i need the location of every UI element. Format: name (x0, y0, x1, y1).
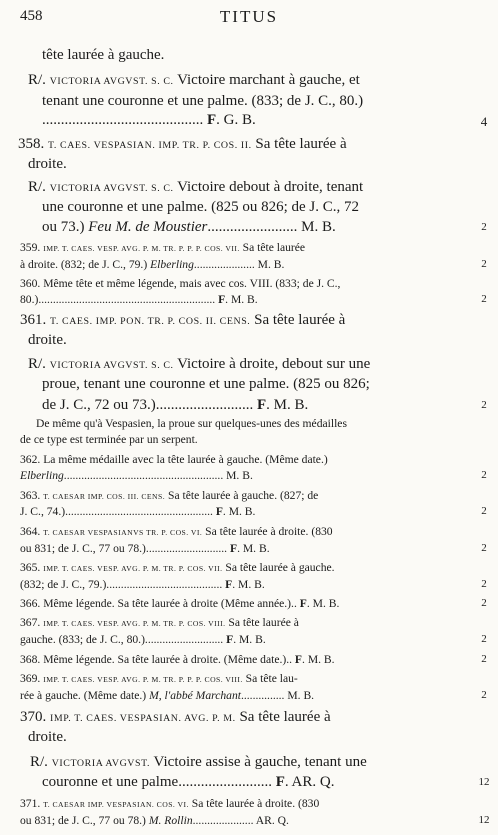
text-line (0, 634, 470, 646)
margin-value: 2 (481, 505, 487, 517)
text-span: couronne et une palme......................... (42, 775, 276, 790)
text-span: gauche. (833; de J. C., 80.)........................... (20, 634, 227, 646)
symbol-text: F (225, 579, 233, 591)
text-span: 361. (20, 313, 50, 328)
text-span: 360. Même tête et même légende, mais avec cos. VIII. (833; de J. C., (20, 278, 341, 290)
page-title: TITUS (219, 7, 279, 26)
text-line (0, 242, 470, 254)
text-line (0, 220, 470, 235)
text-line (0, 506, 470, 518)
legend-text: IMP. T. CAES. VESPASIAN. AVG. P. M. (50, 713, 236, 724)
text-span: ........................................... (42, 113, 207, 128)
text-line (0, 398, 470, 413)
text-span: 80.)............................................................. (20, 294, 219, 306)
legend-text: T. CAESAR IMP. COS. III. CENS. (43, 492, 166, 501)
page-number: 458 (20, 8, 43, 24)
symbol-text: F (226, 634, 234, 646)
text-line (0, 654, 470, 666)
margin-value: 2 (481, 221, 487, 233)
text-span: 363. (20, 490, 44, 502)
text-line (0, 418, 470, 430)
text-span: 369. (20, 673, 44, 685)
margin-value: 2 (481, 689, 487, 701)
text-line (0, 200, 470, 215)
text-span: Victoire à droite, debout sur une (173, 357, 371, 372)
text-span: proue, tenant une couronne et une palme. (825 ou 826; (42, 377, 370, 392)
text-span: à droite. (832; de J. C., 79.) (20, 259, 151, 271)
text-line (0, 526, 470, 538)
symbol-text: F (218, 294, 226, 306)
legend-text: T. CAESAR VESPASIANVS TR. P. COS. VI. (43, 528, 203, 537)
text-line (0, 798, 470, 810)
text-line (0, 490, 470, 502)
text-span: (832; de J. C., 79.)........................................ (20, 579, 226, 591)
text-span: ....................................................... M. B. (63, 470, 253, 482)
symbol-text: F (275, 775, 285, 790)
text-line (0, 815, 470, 827)
text-span: Victoire assise à gauche, tenant une (150, 755, 367, 770)
text-line (0, 294, 470, 306)
text-line (0, 157, 470, 172)
text-span: Sa tête laurée à (250, 313, 346, 328)
text-span: Sa tête lau- (242, 673, 298, 685)
symbol-text: F (207, 113, 217, 128)
legend-text: VICTORIA AVGVST. (51, 758, 151, 769)
text-span: De même qu'à Vespasien, la proue sur quelques-unes des médailles (36, 418, 347, 430)
legend-text: T. CAES. IMP. PON. TR. P. COS. II. CENS. (50, 316, 251, 327)
italic-text: M, l'abbé Marchant (149, 690, 241, 702)
text-span: . M. B. (302, 654, 335, 666)
text-span: de J. C., 72 ou 73.).......................... (42, 398, 257, 413)
margin-value: 2 (481, 293, 487, 305)
text-span: Sa tête laurée à gauche. (827; de (165, 490, 319, 502)
text-line (0, 278, 470, 290)
text-span: R/. (28, 180, 50, 195)
margin-value: 2 (481, 633, 487, 645)
text-span: Victoire debout à droite, tenant (173, 180, 364, 195)
margin-value: 2 (481, 258, 487, 270)
text-span: Sa tête laurée à (235, 710, 331, 725)
margin-value: 2 (481, 597, 487, 609)
symbol-text: F (229, 543, 238, 555)
text-span: . M. B. (232, 579, 265, 591)
text-span: une couronne et une palme. (825 ou 826; de J. C., 72 (42, 200, 360, 215)
text-span: ..................... M. B. (193, 259, 285, 271)
text-line (0, 673, 470, 685)
text-span: . M. B. (237, 543, 270, 555)
text-line (0, 454, 470, 466)
text-line (0, 598, 470, 610)
text-span: 365. (20, 562, 44, 574)
text-span: Sa tête laurée (239, 242, 306, 254)
text-span: de ce type est terminée par un serpent. (20, 434, 198, 446)
text-line (0, 710, 470, 725)
legend-text: VICTORIA AVGVST. S. C. (49, 183, 174, 194)
text-span: 362. La même médaille avec la tête laurée à gauche. (Même date.) (20, 454, 328, 466)
text-line (0, 73, 470, 88)
text-line (0, 543, 470, 555)
text-line (0, 562, 470, 574)
text-line (0, 113, 470, 128)
text-line (0, 755, 470, 770)
text-span: . M. B. (225, 294, 258, 306)
text-span: R/. (28, 357, 50, 372)
text-line (0, 333, 470, 348)
text-span: tête laurée à gauche. (42, 48, 165, 63)
text-span: R/. (30, 755, 52, 770)
text-span: ............... M. B. (240, 690, 315, 702)
text-line (0, 180, 470, 195)
text-span: Sa tête laurée à droite. (830 (188, 798, 320, 810)
italic-text: Elberling (150, 259, 194, 271)
text-span: . M. B. (222, 506, 256, 518)
text-span: ou 73.) (42, 220, 89, 235)
text-span: Sa tête laurée à droite. (830 (202, 526, 333, 538)
text-line (0, 313, 470, 328)
symbol-text: F (215, 506, 223, 518)
text-line (0, 690, 470, 702)
text-span: rée à gauche. (Même date.) (20, 690, 150, 702)
symbol-text: F (294, 654, 303, 666)
legend-text: IMP. T. CAES. VESP. AVG. P. M. TR. P. COS. VIII. (43, 619, 226, 628)
text-span: tenant une couronne et une palme. (833; de J. C., 80.) (42, 94, 364, 109)
text-span: droite. (28, 333, 67, 348)
text-span: 367. (20, 617, 44, 629)
text-span: 370. (20, 710, 50, 725)
text-line (0, 617, 470, 629)
text-span: . AR. Q. (284, 775, 335, 790)
text-span: Sa tête laurée à (251, 137, 347, 152)
text-span: . M. B. (233, 634, 266, 646)
legend-text: IMP. T. CAES. VESP. AVG. P. M. TR. P. P. P. COS. VII. (43, 244, 240, 253)
legend-text: T. CAESAR IMP. VESPASIAN. COS. VI. (43, 800, 189, 809)
text-span: 364. (20, 526, 44, 538)
margin-value: 12 (478, 814, 490, 826)
text-line (0, 730, 470, 745)
margin-value: 2 (481, 469, 487, 481)
text-span: 371. (20, 798, 44, 810)
text-span: R/. (28, 73, 50, 88)
text-span: . M. B. (266, 398, 309, 413)
text-span: ou 831; de J. C., 77 ou 78.)............................ (20, 543, 230, 555)
margin-value: 2 (481, 542, 487, 554)
italic-text: Feu M. de Moustier (88, 220, 208, 235)
text-span: ..................... AR. Q. (192, 815, 289, 827)
text-line (0, 259, 470, 271)
symbol-text: F (257, 398, 267, 413)
margin-value: 2 (481, 399, 487, 411)
legend-text: IMP. T. CAES. VESP. AVG. P. M. TR. P. P. P. COS. VIII. (43, 675, 243, 684)
text-span: droite. (28, 730, 67, 745)
text-span: Victoire marchant à gauche, et (173, 73, 360, 88)
symbol-text: F (299, 598, 307, 610)
text-span: 368. Même légende. Sa tête laurée à droite. (Même date.).. (20, 654, 295, 666)
text-span: droite. (28, 157, 67, 172)
text-span: Sa tête laurée à gauche. (222, 562, 335, 574)
text-span: 366. Même légende. Sa tête laurée à droite (Même année.).. (20, 598, 300, 610)
italic-text: Elberling (20, 470, 64, 482)
text-line (0, 775, 470, 790)
margin-value: 12 (478, 776, 490, 788)
text-line (0, 579, 470, 591)
margin-value: 4 (480, 114, 488, 129)
italic-text: M. Rollin (148, 815, 193, 827)
text-line (0, 434, 470, 446)
text-span: ........................ M. B. (207, 220, 336, 235)
text-span: 359. (20, 242, 44, 254)
text-span: . G. B. (216, 113, 256, 128)
text-line (0, 357, 470, 372)
text-line (0, 48, 470, 63)
text-span: ou 831; de J. C., 77 ou 78.) (20, 815, 149, 827)
legend-text: IMP. T. CAES. VESP. AVG. P. M. TR. P. COS. VII. (43, 564, 223, 573)
text-span: J. C., 74.)................................................... (20, 506, 216, 518)
text-line (0, 94, 470, 109)
text-line (0, 470, 470, 482)
text-line (0, 137, 470, 152)
text-span: Sa tête laurée à (225, 617, 299, 629)
text-span: . M. B. (306, 598, 340, 610)
legend-text: T. CAES. VESPASIAN. IMP. TR. P. COS. II. (48, 140, 252, 151)
text-span: 358. (18, 137, 48, 152)
text-line (0, 377, 470, 392)
legend-text: VICTORIA AVGVST. S. C. (49, 360, 174, 371)
margin-value: 2 (481, 653, 487, 665)
legend-text: VICTORIA AVGVST. S. C. (49, 76, 174, 87)
margin-value: 2 (481, 578, 487, 590)
